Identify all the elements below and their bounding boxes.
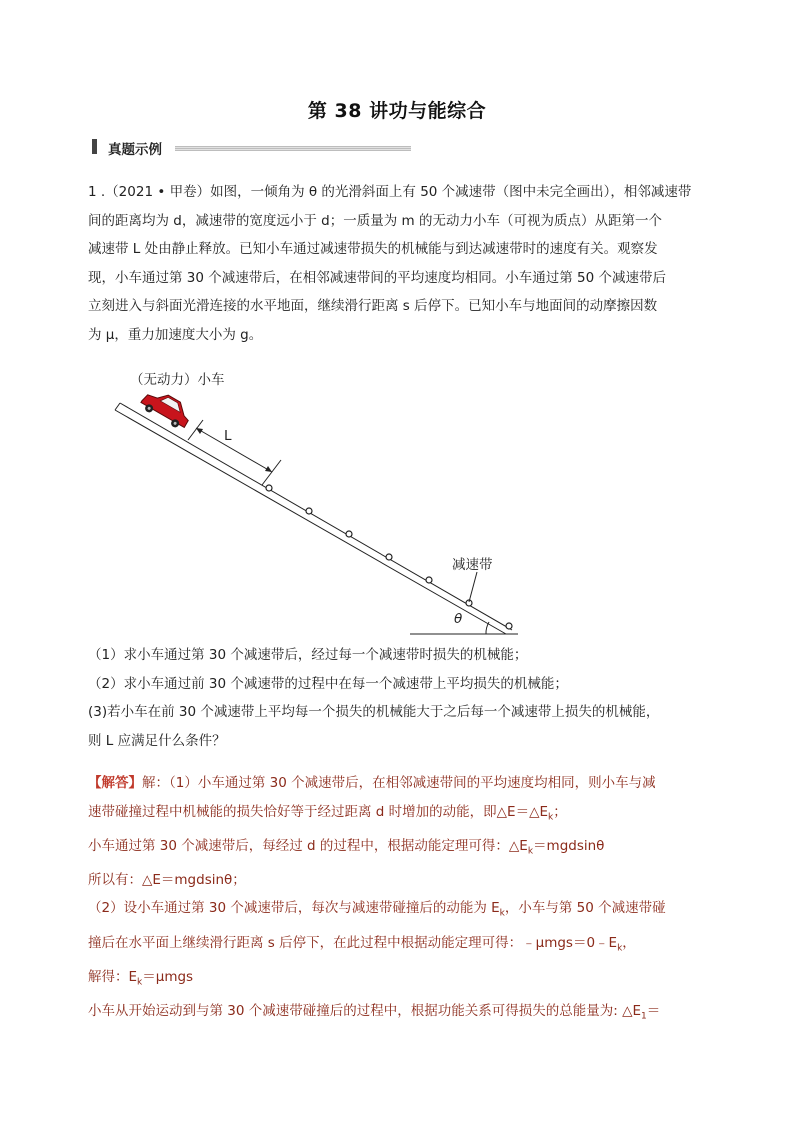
car-icon bbox=[138, 385, 194, 432]
section-label: 真题示例 bbox=[108, 142, 162, 158]
tick-end bbox=[262, 460, 281, 485]
answer-line: 所以有：△E＝mgdsinθ； bbox=[88, 871, 246, 888]
question-1: （1）求小车通过第 30 个减速带后，经过每一个减速带时损失的机械能； bbox=[88, 647, 528, 663]
bump bbox=[426, 577, 432, 583]
question-2: （2）求小车通过前 30 个减速带的过程中在每一个减速带上平均损失的机械能； bbox=[88, 675, 568, 692]
bump bbox=[306, 508, 312, 514]
section-header bbox=[92, 138, 422, 158]
incline-diagram bbox=[100, 366, 530, 638]
problem-line: 间的距离均为 d，减速带的宽度远小于 d；一质量为 m 的无动力小车（可视为质点）从距第一个 bbox=[88, 212, 662, 229]
bump bbox=[266, 485, 272, 491]
answer-tag: 【解答】 bbox=[88, 775, 142, 791]
answer-line: 解得：$E_k=\mu mgs$ bbox=[88, 968, 194, 988]
bump-label: 减速带 bbox=[452, 557, 493, 573]
bump bbox=[346, 531, 352, 537]
angle-label: θ bbox=[454, 611, 463, 627]
problem-line: 现，小车通过第 30 个减速带后，在相邻减速带间的平均速度均相同。小车通过第 50 个减速带后 bbox=[88, 269, 667, 286]
question-3: (3)若小车在前 30 个减速带上平均每一个损失的机械能大于之后每一个减速带上损失的机械能， bbox=[88, 704, 660, 720]
problem-line: 为 μ，重力加速度大小为 g。 bbox=[88, 326, 263, 343]
answer-line: 速带碰撞过程中机械能的损失恰好等于经过距离 d 时增加的动能，即$\triangle E=\triangle E_k$； bbox=[88, 803, 567, 823]
questions bbox=[88, 641, 708, 755]
answer-line: （2）设小车通过第 30 个减速带后，每次与减速带碰撞后的动能为 $E_k$，小车与第 50 个减速带碰 bbox=[88, 900, 666, 920]
problem-line: 立刻进入与斜面光滑连接的水平地面，继续滑行距离 s 后停下。已知小车与地面间的动摩擦因数 bbox=[88, 298, 658, 314]
problem-line: 减速带 L 处由静止释放。已知小车通过减速带损失的机械能与到达减速带时的速度有关。观察发 bbox=[88, 241, 658, 257]
incline-figure bbox=[100, 366, 530, 638]
car-label: （无动力）小车 bbox=[130, 372, 225, 388]
page-title: 第 38 讲功与能综合 bbox=[307, 100, 487, 122]
bump-pointer bbox=[469, 572, 477, 602]
problem-line: 1 .（2021 • 甲卷）如图，一倾角为 θ 的光滑斜面上有 50 个减速带（图中未完全画出），相邻减速带 bbox=[88, 184, 692, 200]
length-label: L bbox=[224, 428, 232, 444]
bump bbox=[506, 623, 512, 629]
length-arrow bbox=[196, 428, 272, 472]
section-divider bbox=[175, 146, 411, 151]
slope-bottom-edge bbox=[115, 410, 506, 634]
answer-line: 撞后在水平面上继续滑行距离 s 后停下，在此过程中根据动能定理可得：$﹣\mu mgs=0﹣E_k$， bbox=[88, 934, 636, 954]
problem-statement bbox=[88, 178, 708, 349]
slope-end-cap bbox=[115, 403, 120, 410]
answer-line: 【解答】解：（1）小车通过第 30 个减速带后，在相邻减速带间的平均速度均相同，则小车与减 bbox=[88, 775, 656, 791]
bump bbox=[386, 554, 392, 560]
answer bbox=[88, 769, 708, 1031]
question-3-cont: 则 L 应满足什么条件？ bbox=[88, 732, 226, 749]
answer-line: 小车从开始运动到与第 30 个减速带碰撞后的过程中，根据功能关系可得损失的总能量为: $\triangle E_1=$ bbox=[88, 1002, 661, 1022]
answer-line: 小车通过第 30 个减速带后，每经过 d 的过程中，根据动能定理可得：$\triangle E_k=mgdsin\theta$ bbox=[88, 837, 605, 857]
slope-top-edge bbox=[120, 403, 512, 630]
section-marker bbox=[92, 139, 97, 154]
